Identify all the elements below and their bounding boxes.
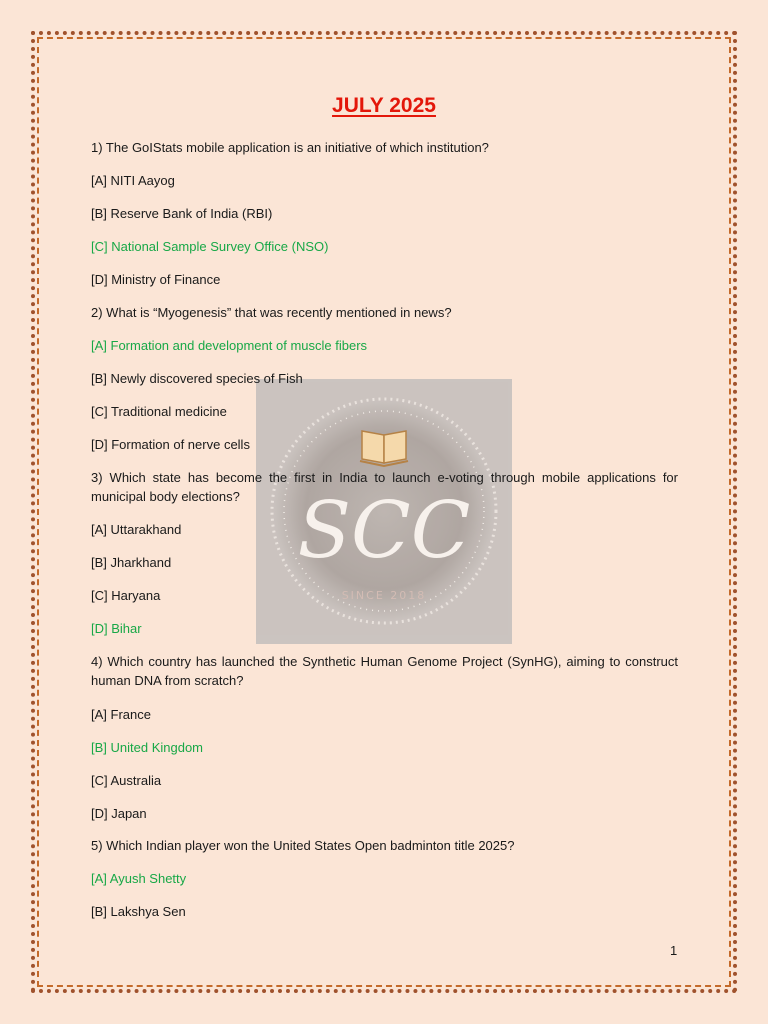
page-number: 1 xyxy=(670,943,678,958)
option-1b: [B] Reserve Bank of India (RBI) xyxy=(91,206,273,221)
question-1: 1) The GoIStats mobile application is an initiative of which institution? xyxy=(91,140,489,155)
option-2c: [C] Traditional medicine xyxy=(91,404,227,419)
option-5b: [B] Lakshya Sen xyxy=(91,904,186,919)
question-2: 2) What is “Myogenesis” that was recently mentioned in news? xyxy=(91,305,452,320)
option-4d: [D] Japan xyxy=(91,806,147,821)
option-3b: [B] Jharkhand xyxy=(91,555,172,570)
option-1c-correct: [C] National Sample Survey Office (NSO) xyxy=(91,239,329,254)
option-4a: [A] France xyxy=(91,707,151,722)
option-1d: [D] Ministry of Finance xyxy=(91,272,221,287)
option-3a: [A] Uttarakhand xyxy=(91,522,182,537)
option-3d-correct: [D] Bihar xyxy=(91,621,142,636)
page-title: JULY 2025 xyxy=(332,94,436,117)
question-5: 5) Which Indian player won the United States Open badminton title 2025? xyxy=(91,838,515,853)
option-2a-correct: [A] Formation and development of muscle fibers xyxy=(91,338,368,353)
option-1a: [A] NITI Aayog xyxy=(91,173,175,188)
svg-text:SCC: SCC xyxy=(297,486,471,576)
option-2d: [D] Formation of nerve cells xyxy=(91,437,250,452)
question-3: 3) Which state has become the first in India to launch e-voting through mobile applications for municipal body elections? xyxy=(91,470,678,504)
option-4b-correct: [B] United Kingdom xyxy=(91,740,204,755)
option-5a-correct: [A] Ayush Shetty xyxy=(91,871,187,886)
option-3c: [C] Haryana xyxy=(91,588,161,603)
option-4c: [C] Australia xyxy=(91,773,162,788)
question-4: 4) Which country has launched the Synthetic Human Genome Project (SynHG), aiming to construct human DNA from scratch? xyxy=(91,654,678,688)
svg-text:SINCE 2018: SINCE 2018 xyxy=(341,589,427,602)
option-2b: [B] Newly discovered species of Fish xyxy=(91,371,303,386)
